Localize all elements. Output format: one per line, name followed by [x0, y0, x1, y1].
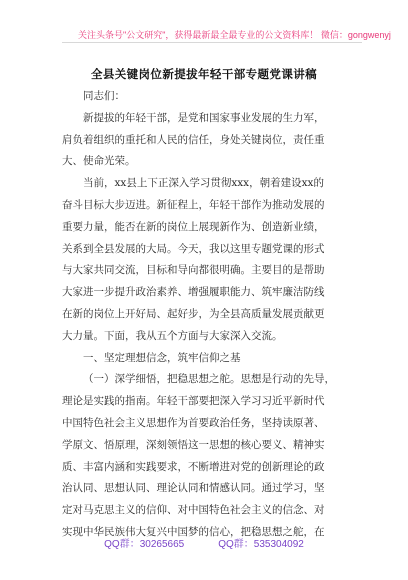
body-line: 新提拔的年轻干部，是党和国家事业发展的生力军，: [83, 111, 325, 124]
header-divider: [62, 42, 362, 43]
body-line: 在新的岗位上开好局、起好步，为全县高质量发展贡献更: [62, 307, 325, 320]
body-line: 奋斗目标大步迈进。新征程上，年轻干部作为推动发展的: [62, 198, 325, 211]
body-line: 治认同、思想认同、理论认同和情感认同。通过学习，坚: [62, 482, 325, 495]
body-line: 理论是实践的指南。年轻干部要把深入学习习近平新时代: [62, 395, 325, 408]
body-line: 重要力量，能否在新的岗位上展现新作为、创造新业绩，: [62, 220, 325, 233]
body-line: 大家进一步提升政治素养、增强履职能力、筑牢廉洁防线: [62, 286, 325, 299]
body-line: 中国特色社会主义思想作为首要政治任务，坚持读原著、: [62, 416, 325, 429]
body-line: 质、丰富内涵和实践要求，不断增进对党的创新理论的政: [62, 460, 325, 473]
body-line: 学原文、悟原理，深刻领悟这一思想的核心要义、精神实: [62, 438, 325, 451]
body-line: 一、坚定理想信念，筑牢信仰之基: [83, 351, 241, 364]
body-line: 定对马克思主义的信仰、对中国特色社会主义的信念、对: [62, 504, 325, 517]
body-line: 关系到全县发展的大局。今天，我以这里专题党课的形式: [62, 242, 325, 255]
body-line: 当前，xx县上下正深入学习贯彻xxx，朝着建设xx的: [83, 177, 324, 190]
document-title: 全县关键岗位新提拔年轻干部专题党课讲稿: [90, 67, 318, 81]
footer-qq-group-2: QQ群：535304092: [218, 539, 304, 550]
header-banner: 关注头条号"公文研究"，获得最新最全最专业的公文资料库！ 微信：gongwenyj: [78, 30, 391, 40]
footer-qq-group-1: QQ群：30265665: [104, 539, 185, 550]
body-line: 肩负着组织的重托和人民的信任，身处关键岗位，责任重: [62, 133, 325, 146]
body-line: 同志们：: [83, 90, 125, 102]
body-line: 大力量。下面，我从五个方面与大家深入交流。: [62, 329, 283, 342]
document-body: [62, 86, 358, 544]
body-line: 与大家共同交流，目标和导向都很明确。主要目的是帮助: [62, 264, 325, 277]
body-line: （一）深学细悟，把稳思想之舵。思想是行动的先导，: [83, 373, 335, 386]
footer: [0, 535, 408, 550]
body-line: 实现中华民族伟大复兴中国梦的信心，把稳思想之舵，在: [62, 525, 325, 538]
body-line: 大、使命光荣。: [62, 155, 136, 168]
